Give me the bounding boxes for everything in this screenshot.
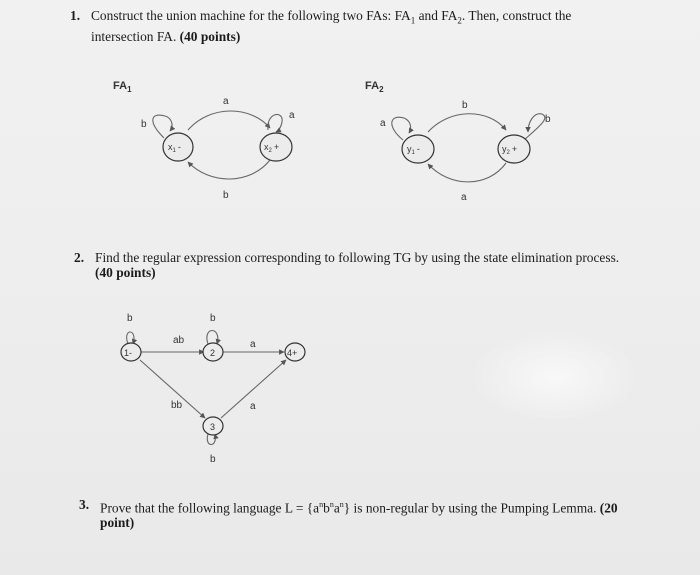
question-1-points: (40 points) [179,28,241,44]
question-3-number: 3. [79,497,90,512]
tg-state-2-label: 2 [210,348,216,358]
fa2-edge-y2-y1 [428,163,506,182]
fa1-edge-label-a: a [223,96,229,107]
fa2-loop-y2-label: b [545,114,551,125]
tg-state-1-label: 1- [124,348,133,358]
fa1-label: $FA_1$ [113,80,132,94]
question-3-points: (20 [599,500,618,516]
fa2-loop-y2 [524,114,545,140]
fa1-diagram [113,80,295,201]
fa1-edge-label-b: b [223,190,229,201]
tg-loop-1-label: b [127,313,133,324]
fa2-loop-y1 [392,117,411,140]
tg-loop-1 [127,332,134,344]
tg-state-3-label: 3 [210,422,216,432]
fa1-state-x2-label: $x_2$ + [264,142,280,154]
question-1-number: 1. [70,8,81,23]
tg-state-4-label: 4+ [287,348,298,358]
fa2-state-y1-label: $y_1$ - [407,144,420,156]
fa1-loop-x2 [268,114,282,132]
fa2-label: $FA_2$ [365,80,384,94]
fa1-edge-x2-x1 [188,160,270,179]
question-2-points: (40 points) [95,265,156,280]
question-3-text: Prove that the following language $L = \{a^nb^na^n\}$ is non-regular by using the Pumping Lemma. (20 point) [100,500,618,531]
fa1-state-x1-label: $x_1$ - [168,142,181,154]
fa1-loop-x1 [153,115,172,138]
tg-loop-2 [207,331,218,345]
question-2-number: 2. [74,250,85,265]
tg-loop-3-label: b [210,454,216,465]
tg-edge-1-2-label: ab [173,335,185,346]
tg-edge-2-4-label: a [250,339,256,350]
fa1-edge-x1-x2 [188,111,270,130]
fa2-edge-y1-y2 [428,114,506,132]
tg-diagram [121,313,305,465]
fa1-loop-x1-label: b [141,119,147,130]
tg-edge-1-3-label: bb [171,400,183,411]
question-2-text: Find the regular expression corresponding to following TG by using the state elimination process. (40 points) [95,250,620,280]
fa2-edge-label-a: a [461,192,467,203]
fa1-loop-x2-label: a [289,110,295,121]
tg-loop-3 [207,434,215,445]
fa2-diagram [365,80,551,203]
question-1-text: Construct the union machine for the following two FAs: $FA_1$ and $FA_2$. Then, construct the intersection FA. (40 points) [91,8,572,44]
fa2-state-y2-label: $y_2$ + [502,144,518,156]
tg-loop-2-label: b [210,313,216,324]
fa2-loop-y1-label: a [380,118,386,129]
fa2-edge-label-b: b [462,100,468,111]
tg-edge-3-4-label: a [250,401,256,412]
